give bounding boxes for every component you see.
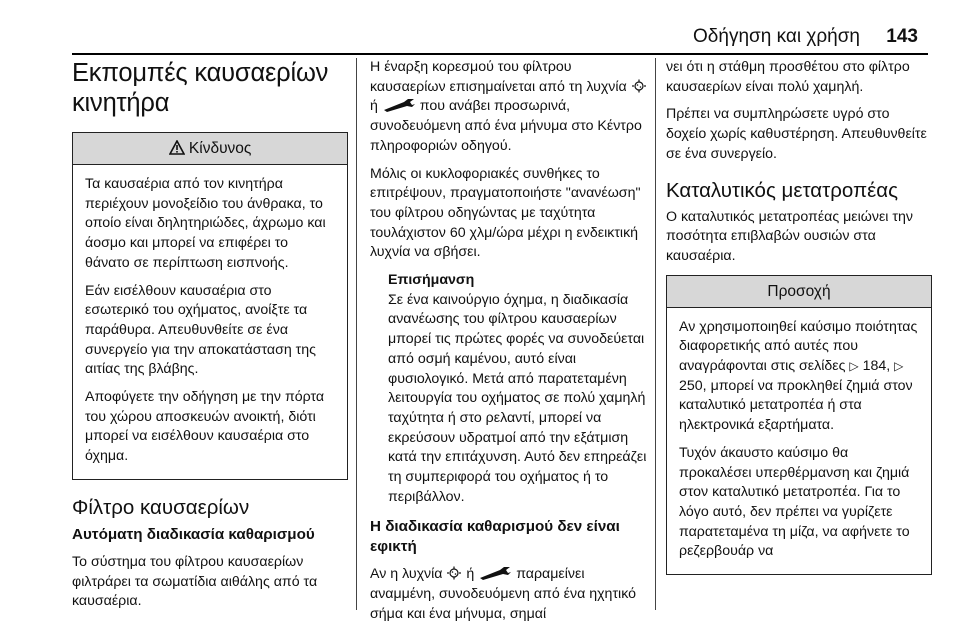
cleaning-not-possible-title: Η διαδικασία καθαρισμού δεν είναι εφικτή — [370, 518, 620, 556]
column-2 — [370, 58, 647, 633]
additive-level-paragraph: νει ότι η στάθμη προσθέτου στο φίλτρο καυσαερίων είναι πολύ χαμηλή. — [666, 59, 910, 95]
danger-paragraph-2: Εάν εισέλθουν καυσαέρια στο εσωτερικό του οχήματος, ανοίξτε τα παράθυρα. Απευθυνθείτε σε ένα συνεργείο για την αποκατάσταση της αιτίας της βλάβης. — [85, 282, 317, 378]
note-text: Σε ένα καινούργιο όχημα, η διαδικασία ανανέωσης του φίλτρου καυσαερίων μπορεί τις πρώτες φορές να συνοδεύεται από οσμή καμένου, αυτό είναι φυσιολογικό. Μετά από παρατεταμένη λειτουργία του οχήματος σε πολύ χαμηλή ταχύτητα ή στο ρελαντί, μπορεί να εκρεύσουν υδρατμοί από την εξάτμιση κατά την επιτάχυνση. Αυτό δεν επηρεάζει τη συμπεριφορά του οχήματος ή το περιβάλλον. — [388, 291, 647, 505]
exhaust-emissions-title: Εκπομπές καυσαερίων κινητήρα — [72, 59, 329, 117]
page-reference-arrow-icon: ▷ — [849, 359, 859, 374]
catalytic-converter-title: Καταλυτικός μετατροπέας — [666, 178, 899, 202]
regeneration-paragraph: Μόλις οι κυκλοφοριακές συνθήκες το επιτρέψουν, πραγματοποιήστε "ανανέωση" του φίλτρου οδηγώντας με ταχύτητα τουλάχιστον 60 χλμ/ώρα μέχρι η ενδεικτική λυχνία να σβήσει. — [370, 165, 641, 261]
caution-paragraph-1: Αν χρησιμοποιηθεί καύσιμο ποιότητας διαφορετικής από αυτές που αναγράφονται στις σελίδες ▷ 184, ▷ 250, μπορεί να προκληθεί ζημιά στον καταλυτικό μετατροπέα ή στα ηλεκτρονικά εξαρτήματα. — [679, 318, 918, 434]
wrench-icon — [478, 566, 512, 580]
auto-cleaning-title: Αυτόματη διαδικασία καθαρισμού — [72, 525, 315, 543]
header-rule — [72, 53, 928, 55]
page-reference-184[interactable]: 184, — [862, 358, 891, 375]
column-divider-1 — [356, 58, 357, 610]
note-block — [370, 271, 647, 507]
danger-box-header — [73, 133, 347, 165]
warning-triangle-icon — [169, 140, 185, 155]
column-3 — [666, 58, 932, 591]
column-divider-2 — [655, 58, 656, 610]
caution-paragraph-2: Τυχόν άκαυστο καύσιμο θα προκαλέσει υπερθέρμανση και ζημιά στον καταλυτικό μετατροπέα. Για το λόγο αυτό, δεν πρέπει να γυρίζετε παρατεταμένα τη μίζα, να αφήνετε το ρεζερβουάρ να — [679, 444, 910, 560]
caution-box-heading: Προσοχή — [667, 276, 931, 308]
page-reference-arrow-icon: ▷ — [894, 359, 904, 374]
danger-paragraph-1: Τα καυσαέρια από τον κινητήρα περιέχουν μονοξείδιο του άνθρακα, το οποίο είναι δηλητηριώδες, άχρωμο και άοσμο και μπορεί να επιφέρει το θάνατο σε περίπτωση εισπνοής. — [85, 176, 326, 271]
auto-cleaning-text: Το σύστημα του φίλτρου καυσαερίων φιλτράρει τα σωματίδια αιθάλης από τα καυσαέρια. — [72, 553, 318, 610]
note-title: Επισήμανση — [388, 272, 475, 289]
wrench-icon — [382, 98, 416, 112]
refill-paragraph: Πρέπει να συμπληρώσετε υγρό στο δοχείο χωρίς καθυστέρηση. Απευθυνθείτε σε ένα συνεργείο. — [666, 106, 927, 162]
exhaust-filter-lamp-icon — [631, 79, 647, 93]
page-reference-250[interactable]: 250, — [679, 377, 707, 394]
exhaust-filter-title: Φίλτρο καυσαερίων — [72, 495, 250, 519]
exhaust-filter-lamp-icon — [446, 566, 462, 580]
caution-box — [666, 275, 932, 575]
danger-box — [72, 132, 348, 480]
danger-paragraph-3: Αποφύγετε την οδήγηση με την πόρτα του χώρου αποσκευών ανοικτή, διότι μπορεί να εισέλθουν καυσαέρια στο όχημα. — [85, 389, 325, 465]
saturation-paragraph: Η έναρξη κορεσμού του φίλτρου καυσαερίων επισημαίνεται από τη λυχνία ή που ανάβει προσωρινά, συνοδευόμενη από ένα μήνυμα στο Κέντρο πληροφοριών οδηγού. — [370, 58, 647, 157]
column-1 — [72, 58, 348, 620]
lamp-remains-paragraph: Αν η λυχνία ή παραμείνει αναμμένη, συνοδευόμενη από ένα ηχητικό σήμα και ένα μήνυμα, σημαί — [370, 566, 637, 622]
page-number: 143 — [886, 26, 918, 47]
danger-box-heading: Κίνδυνος — [188, 140, 252, 157]
catalytic-converter-text: Ο καταλυτικός μετατροπέας μειώνει την ποσότητα επιβλαβών ουσιών στα καυσαέρια. — [666, 208, 913, 264]
section-title: Οδήγηση και χρήση — [693, 26, 860, 47]
page-header — [0, 0, 960, 50]
